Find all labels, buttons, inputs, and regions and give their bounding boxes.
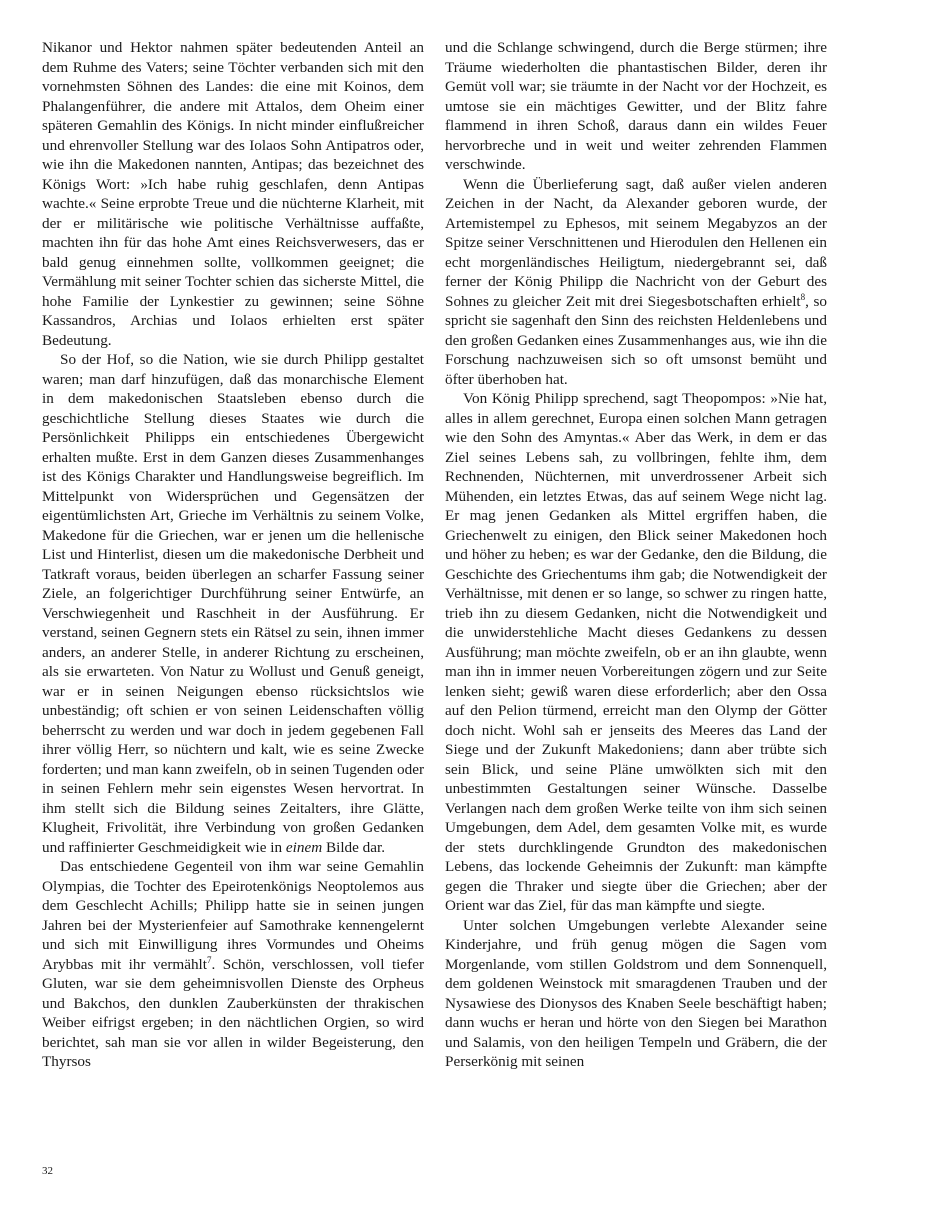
paragraph-text: , so spricht sie sagenhaft den Sinn des reichsten Heldenlebens und den großen Gedanken eines Zusammenhanges aus, wie ihn die Forschung nachzuweisen sich so oft umsonst bemüht und öfter überhoben hat.	[445, 292, 827, 388]
right-column	[445, 38, 827, 1072]
paragraph	[445, 175, 827, 390]
paragraph-text: So der Hof, so die Nation, wie sie durch Philipp gestaltet waren; man darf hinzufügen, daß das monarchische Element in dem makedonischen Staatsleben ebenso durch die geschichtliche Stellung dieses Staates wie durch die Persönlichkeit Philipps ein entschiedenes Übergewicht erhalten mußte. Erst in dem Ganzen dieses Zusammenhanges ist des Königs Charakter und Handlungsweise begreiflich. Im Mittelpunkt von Widersprüchen und Gegensätzen der eigentümlichsten Art, Grieche im Verhältnis zu seinem Volke, Makedone für die Griechen, war er jenen um die hellenische List und Hinterlist, diesen um die makedonische Derbheit und Tatkraft voraus, beiden überlegen an scharfer Fassung seiner Ziele, an folgerichtiger Durchführung seiner Entwürfe, an Verschwiegenheit und Raschheit in der Ausführung. Er verstand, seinen Gegnern stets ein Rätsel zu sein, ihnen immer anders, an anderer Stelle, in anderer Richtung zu erscheinen, als sie erwarteten. Von Natur zu Wollust und Genuß geneigt, war er in seinen Neigungen ebenso rücksichtslos wie unbeständig; oft schien er von seinen Leidenschaften völlig beherrscht zu werden und war doch in jedem gegebenen Fall ihrer völlig Herr, so nüchtern und kalt, wie es seine Zwecke forderten; und man kann zweifeln, ob in seinen Tugenden oder in seinen Fehlern mehr sein eigenstes Wesen hervortrat. In ihm stellt sich die Bildung seines Zeitalters, ihre Glätte, Klugheit, Frivolität, ihre Verbindung von großen Gedanken und raffinierter Geschmeidigkeit wie in	[42, 351, 424, 856]
footnote-marker[interactable]: 7	[206, 954, 212, 965]
paragraph-text: Wenn die Überlieferung sagt, daß außer vielen anderen Zeichen in der Nacht, da Alexander geboren wurde, der Artemistempel zu Ephesos, mit seinem Megabyzos an der Spitze seiner Verschnittenen und Hierodulen den Hellenen ein echt morgenländisches Heiligtum, niedergebrannt sei, daß ferner der König Philipp die Nachricht von der Geburt des Sohnes zu gleicher Zeit mit drei Siegesbotschaften erhielt	[445, 175, 827, 310]
paragraph-text: Bilde dar.	[325, 838, 386, 856]
paragraph-text: . Schön, verschlossen, voll tiefer Gluten, war sie dem geheimnisvollen Dienste des Orpheus und Bakchos, den dunklen Zauberkünsten der thrakischen Weiber eifrigst ergeben; in den nächtlichen Orgien, so wird berichtet, sah man sie vor allen in wilder Begeisterung, den Thyrsos	[42, 955, 424, 1070]
emphasized-word: einem	[285, 838, 323, 856]
paragraph: Von König Philipp sprechend, sagt Theopompos: »Nie hat, alles in allem gerechnet, Europa einen solchen Mann getragen wie den Sohn des Amyntas.« Aber das Werk, in dem er das Ziel seines Lebens sah, zu vollbringen, fehlte ihm, dem Rechnenden, Nüchternen, mit unverdrossener Arbeit sich Mühenden, ein letztes Etwas, das auf seinem Wege nicht lag. Er mag jenen Gedanken als Mittel ergriffen haben, die Griechenwelt zu einigen, den Blick seiner Makedonen hoch und höher zu heben; es war der Gedanke, den die Bildung, die Geschichte des Griechentums ihm gab; die Notwendigkeit der Verhältnisse, mit denen er so lange, so schwer zu ringen hatte, trieb ihn zu diesem Gedanken, nicht die Notwendigkeit und die unwiderstehliche Macht dieses Gedankens zu dessen Ausführung; man möchte zweifeln, ob er an ihn glaubte, wenn man ihn in immer neuen Vorbereitungen zögern und zur Seite lenken sieht; gewiß waren diese erforderlich; aber den Ossa auf den Pelion türmend, erreicht man den Olymp der Götter doch nicht. Wohl sah er jenseits des Meeres das Land der Siege und der Zukunft Makedoniens; dann aber trübte sich sein Blick, und seine Pläne umwölkten sich mit den unbestimmten Gestaltungen seiner Wünsche. Dasselbe Verlangen nach dem großen Werke teilte von ihm sich seinen Umgebungen, dem Adel, dem gesamten Volke mit, es wurde der stets durchklingende Grundton des makedonischen Lebens, das lockende Geheimnis der Zukunft: man kämpfte gegen die Thraker und siegte über die Griechen; aber der Orient war das Ziel, für das man kämpfte und siegte.	[445, 390, 827, 914]
footnote-marker[interactable]: 8	[800, 291, 806, 302]
paragraph: und die Schlange schwingend, durch die Berge stürmen; ihre Träume wiederholten die phantastischen Bilder, deren ihr Gemüt voll war; sie träumte in der Nacht vor der Hochzeit, es umtose sie ein mächtiges Gewitter, und der Blitz fahre flammend in ihren Schoß, daraus dann ein wildes Feuer hervorbreche und in weit und weiter zehrenden Flammen verschwinde.	[445, 39, 827, 173]
paragraph-text: Das entschiedene Gegenteil von ihm war seine Gemahlin Olympias, die Tochter des Epeirotenkönigs Neoptolemos aus dem Geschlecht Achills; Philipp hatte sie in seinen jungen Jahren bei der Mysterienfeier auf Samothrake kennengelernt und sich mit Einwilligung ihres Vormundes und Oheims Arybbas mit ihr vermählt	[42, 858, 424, 973]
paragraph	[42, 857, 424, 1072]
page-number: 32	[42, 1165, 53, 1177]
left-column	[42, 38, 424, 1072]
paragraph	[42, 350, 424, 857]
paragraph: Unter solchen Umgebungen verlebte Alexander seine Kinderjahre, und früh genug mögen die Sagen vom Morgenlande, vom stillen Goldstrom und dem Sonnenquell, dem goldenen Weinstock mit smaragdenen Trauben und der Nysawiese des Dionysos des Knaben Seele beschäftigt haben; dann wuchs er heran und hörte von den Siegen bei Marathon und Salamis, von den heiligen Tempeln und Gräbern, die der Perserkönig mit seinen	[445, 916, 827, 1070]
paragraph: Nikanor und Hektor nahmen später bedeutenden Anteil an dem Ruhme des Vaters; seine Töchter verbanden sich mit den vornehmsten Söhnen des Landes: die eine mit Koinos, dem Phalangenführer, die andere mit Attalos, dem Oheim einer späteren Gemahlin des Königs. In nicht minder einflußreicher und ehrenvoller Stellung war des Iolaos Sohn Antipatros oder, wie ihn die Makedonen nannten, Antipas; das bezeichnet des Königs Wort: »Ich habe ruhig geschlafen, denn Antipas wachte.« Seine erprobte Treue und die nüchterne Klarheit, mit der er militärische wie politische Verhältnisse auffaßte, machten ihn für das hohe Amt eines Reichsverwesers, das er bald genug einnehmen sollte, vollkommen geeignet; die Vermählung mit seiner Tochter schien das sicherste Mittel, die hohe Familie der Lynkestier zu gewinnen; seine Söhne Kassandros, Archias und Iolaos erhielten erst später Bedeutung.	[42, 39, 424, 349]
